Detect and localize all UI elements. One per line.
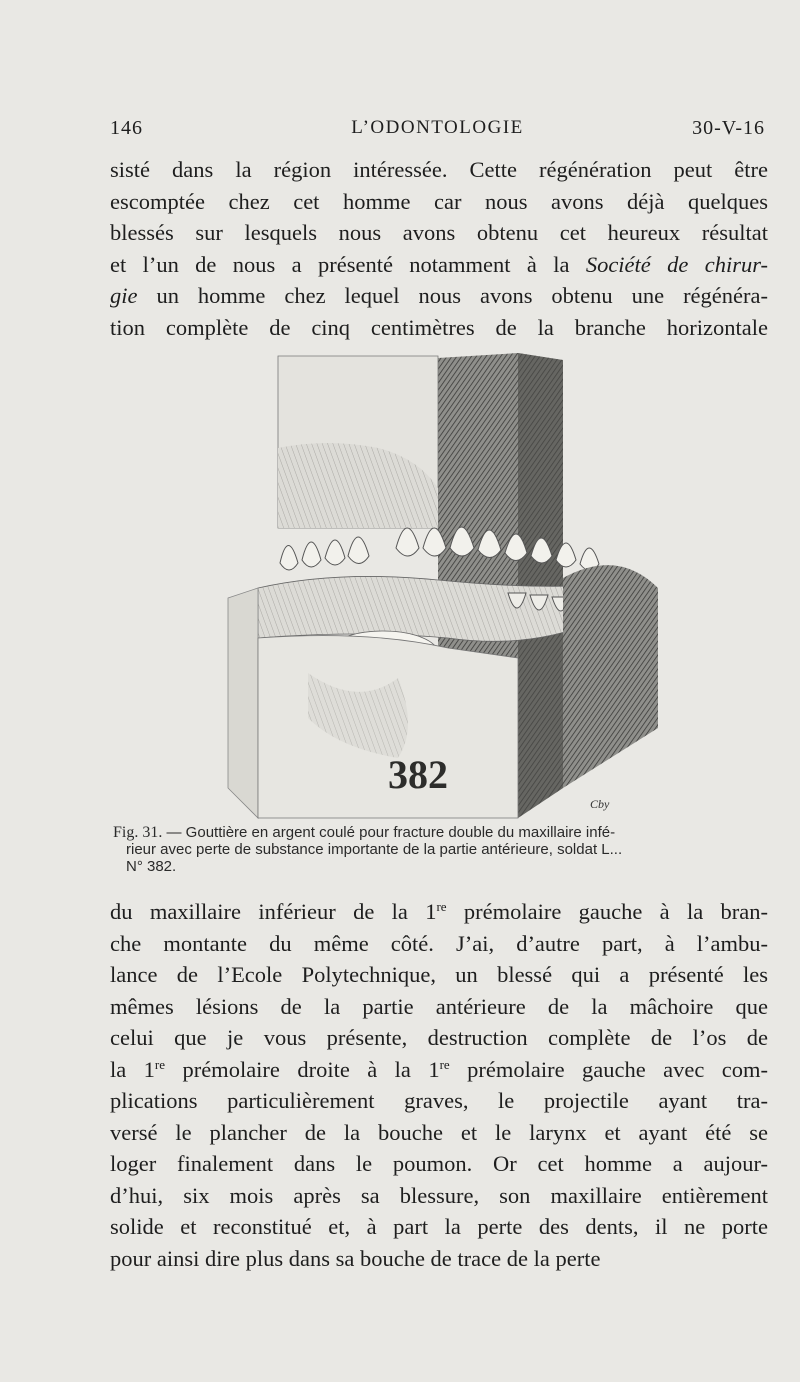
text-line: sisté dans la région intéressée. Cette régénération peut être bbox=[110, 157, 768, 182]
text-line: mêmes lésions de la partie antérieure de la mâchoire que bbox=[110, 993, 768, 1019]
text-line: plications particulièrement graves, le projectile ayant tra- bbox=[110, 1088, 768, 1113]
plate-number: 382 bbox=[388, 752, 448, 797]
issue-date: 30-V-16 bbox=[692, 117, 765, 139]
text-line: che montante du même côté. J’ai, d’autre part, à l’ambu- bbox=[110, 930, 768, 956]
caption-line: N° 382. bbox=[126, 858, 177, 875]
caption-line: rieur avec perte de substance importante de la partie antérieure, soldat L... bbox=[126, 841, 623, 858]
text-line: solide et reconstitué et, à part la perte des dents, il ne porte bbox=[110, 1214, 768, 1239]
paragraph-bottom bbox=[110, 896, 768, 1274]
text-line: blessés sur lesquels nous avons obtenu cet heureux résultat bbox=[110, 220, 768, 245]
cast-right-base bbox=[563, 565, 658, 788]
text-line: tion complète de cinq centimètres de la branche horizontale bbox=[110, 314, 768, 340]
caption-line bbox=[113, 824, 768, 841]
ordinal-superscript: re bbox=[154, 1056, 166, 1072]
text-segment: prémolaire gauche avec com- bbox=[449, 1056, 768, 1082]
splint-band bbox=[258, 576, 578, 641]
text-line: loger finalement dans le poumon. Or cet homme a aujour- bbox=[110, 1151, 768, 1176]
text-segment: un homme chez lequel nous avons obtenu une régénéra- bbox=[137, 283, 768, 308]
cast-shadow-face bbox=[518, 353, 563, 818]
text-segment: et l’un de nous a présenté notamment à la bbox=[110, 251, 570, 277]
society-name-end: gie bbox=[110, 283, 138, 308]
journal-title: L’ODONTOLOGIE bbox=[351, 117, 524, 138]
text-line bbox=[110, 896, 768, 928]
text-segment: prémolaire gauche à la bran- bbox=[446, 899, 769, 924]
text-segment: la 1 bbox=[110, 1056, 155, 1082]
cast-left-face bbox=[228, 588, 258, 818]
dental-cast-illustration bbox=[218, 348, 778, 823]
text-line bbox=[110, 280, 768, 312]
running-header bbox=[110, 117, 765, 143]
caption-text: — Gouttière en argent coulé pour fracture double du maxillaire infé- bbox=[162, 824, 616, 841]
text-segment: du maxillaire inférieur de la 1 bbox=[110, 899, 437, 924]
text-line: pour ainsi dire plus dans sa bouche de trace de la perte bbox=[110, 1245, 601, 1271]
ordinal-superscript: re bbox=[436, 899, 447, 914]
society-name: Société de chirur- bbox=[585, 251, 769, 277]
paragraph-top bbox=[110, 154, 768, 343]
figure-caption bbox=[113, 824, 768, 875]
artist-signature: Cby bbox=[590, 797, 610, 811]
figure-label: Fig. 31. bbox=[113, 824, 163, 841]
text-line bbox=[110, 1054, 768, 1086]
text-segment: prémolaire droite à la 1 bbox=[165, 1056, 440, 1082]
page-number: 146 bbox=[110, 117, 143, 139]
text-line: escomptée chez cet homme car nous avons déjà quelques bbox=[110, 188, 768, 214]
text-line: celui que je vous présente, destruction complète de l’os de bbox=[110, 1025, 768, 1050]
text-line bbox=[110, 249, 768, 281]
dental-splint-drawing bbox=[218, 348, 778, 823]
text-line: d’hui, six mois après sa blessure, son maxillaire entièrement bbox=[110, 1182, 768, 1208]
text-line: versé le plancher de la bouche et le larynx et ayant été se bbox=[110, 1119, 768, 1145]
text-line: lance de l’Ecole Polytechnique, un blessé qui a présenté les bbox=[110, 962, 768, 987]
ordinal-superscript: re bbox=[439, 1056, 450, 1072]
